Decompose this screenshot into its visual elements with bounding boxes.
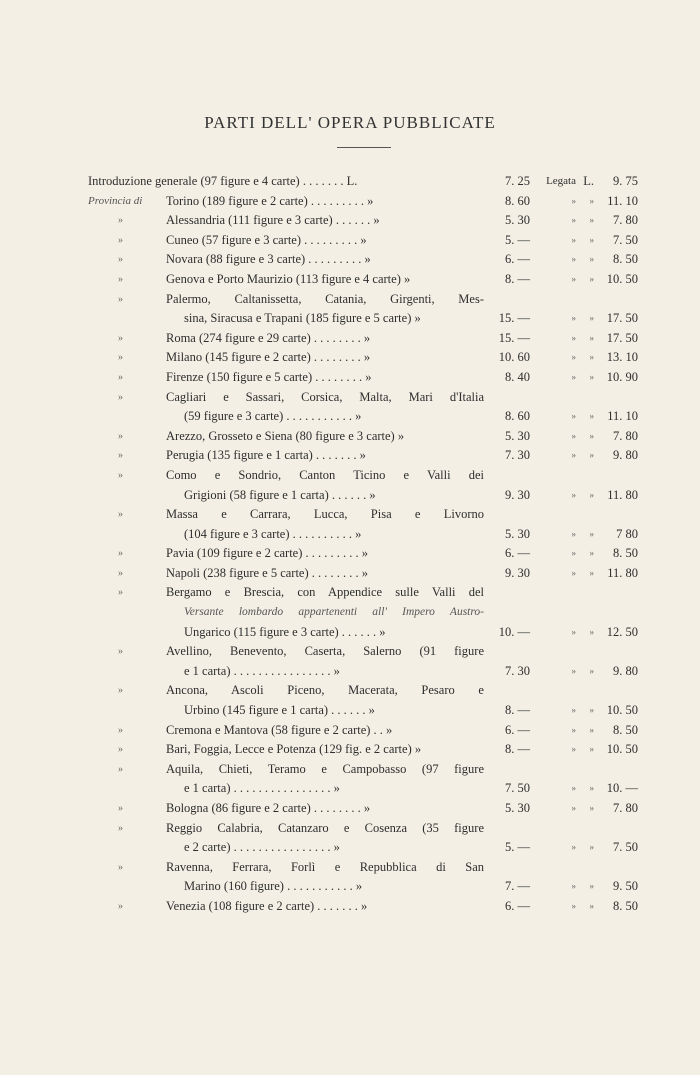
bound-currency: » [589,411,594,422]
bound-price: 7. 80 [613,801,638,815]
bound-price: 17. 50 [606,311,638,326]
ditto-mark: » [118,371,123,383]
list-item [0,583,700,642]
entry-line [0,799,700,819]
entry-title: Ravenna, Ferrara, Forlì e Repubblica di San [166,859,484,874]
entry-line [0,525,700,545]
list-item [0,897,700,917]
bound-currency: » [589,273,594,284]
entry-line [0,446,700,466]
price: 15. — [498,311,530,326]
list-item [0,446,700,466]
ditto-mark: » [118,744,123,756]
ditto-mark: » [118,391,123,403]
price: 5. 30 [505,428,530,443]
ditto-mark: » [118,332,123,344]
entry-title: Introduzione generale (97 figure e 4 carte) . . . . . . . L. [88,174,358,188]
price: 5. — [505,840,530,855]
list-item [0,192,700,212]
bound-currency: » [589,665,594,676]
bound-currency: » [589,724,594,735]
price: 7. 50 [505,781,530,796]
price: 5. 30 [505,526,530,541]
ditto-mark: » [118,685,123,697]
entry-title: Massa e Carrara, Lucca, Pisa e Livorno [166,507,484,522]
bound-label: » [571,215,576,226]
ditto-mark: » [118,430,123,442]
price: 7. 25 [505,174,530,188]
price: 15. — [498,330,530,345]
list-item [0,250,700,270]
list-item [0,466,700,505]
bound-label: » [571,430,576,441]
bound-label: » [571,567,576,578]
entry-line [0,329,700,349]
price: 8. — [505,271,530,286]
price-list [0,172,700,917]
bound-label: » [571,313,576,324]
entry-line [0,564,700,584]
price: 6. — [505,546,530,561]
ditto-mark: » [118,234,123,246]
entry-continuation: Grigioni (58 figure e 1 carta) . . . . . . » [184,487,376,502]
entry-line [0,466,700,486]
list-item [0,388,700,427]
bound-label: Legata [546,175,576,187]
entry-title: Firenze (150 figure e 5 carte) . . . . . . . . » [166,369,372,384]
bound-currency: » [589,450,594,461]
entry-line [0,544,700,564]
entry-line [0,603,700,623]
bound-label: » [571,489,576,500]
entry-line [0,721,700,741]
price: 5. 30 [505,213,530,228]
entry-title: Ancona, Ascoli Piceno, Macerata, Pesaro e [166,683,484,698]
bound-price: 7 80 [616,526,638,541]
entry-line [0,427,700,447]
bound-label: » [571,332,576,343]
bound-currency: » [589,744,594,755]
entry-title: Napoli (238 figure e 5 carte) . . . . . . . . » [166,565,369,580]
price: 8. 40 [505,369,530,384]
entry-title: Torino (189 figure e 2 carte) . . . . . . . . . » [166,193,374,208]
price: 7. 30 [505,663,530,678]
bound-label: » [571,900,576,911]
entry-line [0,270,700,290]
ditto-mark: » [118,900,123,912]
list-item [0,819,700,858]
bound-currency: » [589,215,594,226]
bound-price: 7. 80 [613,213,638,228]
entry-line [0,388,700,408]
ditto-mark: » [118,567,123,579]
list-item [0,642,700,681]
bound-label: » [571,705,576,716]
bound-price: 7. 80 [613,428,638,443]
bound-label: » [571,411,576,422]
entry-line [0,231,700,251]
entry-line [0,309,700,329]
entry-continuation: e 2 carte) . . . . . . . . . . . . . . . . » [184,840,340,855]
bound-price: 8. 50 [613,722,638,737]
ditto-mark: » [118,450,123,462]
bound-currency: L. [583,174,594,188]
entry-line [0,211,700,231]
bound-currency: » [589,548,594,559]
entry-line [0,701,700,721]
entry-continuation: Urbino (145 figure e 1 carta) . . . . . . » [184,703,375,718]
entry-title: Reggio Calabria, Catanzaro e Cosenza (35 figure [166,820,484,835]
bound-label: » [571,234,576,245]
entry-continuation: e 1 carta) . . . . . . . . . . . . . . . . » [184,781,340,796]
list-item [0,290,700,329]
entry-line [0,348,700,368]
ditto-mark: » [118,254,123,266]
entry-title: Bergamo e Brescia, con Appendice sulle Valli del [166,585,484,600]
bound-label: » [571,665,576,676]
entry-line [0,760,700,780]
list-item [0,368,700,388]
ditto-mark: » [118,861,123,873]
list-item [0,348,700,368]
bound-currency: » [589,881,594,892]
bound-price: 8. 50 [613,546,638,561]
bound-currency: » [589,705,594,716]
entry-line [0,877,700,897]
entry-title: Cremona e Mantova (58 figure e 2 carte) . . » [166,722,393,737]
bound-price: 8. 50 [613,252,638,267]
price: 7. 30 [505,448,530,463]
price: 10. — [498,624,530,639]
bound-label: » [571,803,576,813]
entry-title: Aquila, Chieti, Teramo e Campobasso (97 figure [166,761,484,776]
list-item [0,564,700,584]
list-item [0,799,700,819]
entry-title: Alessandria (111 figure e 3 carte) . . . . . . » [166,213,380,228]
entry-line [0,172,700,192]
list-item [0,211,700,231]
bound-currency: » [589,489,594,500]
bound-currency: » [589,234,594,245]
bound-label: » [571,842,576,853]
price: 8. — [505,742,530,757]
bound-currency: » [589,195,594,206]
list-item [0,858,700,897]
page-title: PARTI DELL' OPERA PUBBLICATE [204,113,496,132]
ditto-mark: » [118,763,123,775]
entry-continuation: (104 figure e 3 carte) . . . . . . . . . . » [184,526,362,541]
bound-currency: » [589,371,594,382]
bound-label: » [571,254,576,265]
bound-currency: » [589,783,594,794]
bound-price: 9. 80 [613,663,638,678]
bound-currency: » [589,900,594,911]
list-item [0,172,700,192]
list-item [0,740,700,760]
bound-label: » [571,352,576,363]
entry-line [0,290,700,310]
list-item [0,681,700,720]
bound-label: » [571,371,576,382]
bound-label: » [571,528,576,539]
entry-line [0,897,700,917]
bound-currency: » [589,528,594,539]
bound-price: 12. 50 [606,624,638,639]
entry-continuation: Marino (160 figure) . . . . . . . . . . . » [184,879,363,894]
entry-title: Perugia (135 figure e 1 carta) . . . . . . . » [166,448,366,463]
entry-line [0,250,700,270]
entry-line [0,486,700,506]
bound-label: » [571,195,576,206]
price: 10. 60 [498,350,530,365]
price: 9. 30 [505,565,530,580]
entry-line [0,368,700,388]
bound-currency: » [589,567,594,578]
bound-currency: » [589,842,594,853]
bound-label: » [571,744,576,755]
bound-price: 17. 50 [606,330,638,345]
bound-price: 11. 10 [607,409,638,424]
entry-continuation: e 1 carta) . . . . . . . . . . . . . . . . » [184,663,340,678]
price: 5. 30 [505,801,530,815]
price: 8. 60 [505,409,530,424]
title-rule [337,147,391,148]
entry-title: Cagliari e Sassari, Corsica, Malta, Mari d'Italia [166,389,484,404]
bound-label: » [571,881,576,892]
entry-line [0,858,700,878]
bound-price: 11. 80 [607,565,638,580]
bound-price: 7. 50 [613,840,638,855]
entry-line [0,407,700,427]
bound-currency: » [589,254,594,265]
entry-line [0,681,700,701]
entry-title: Novara (88 figure e 3 carte) . . . . . . . . . » [166,252,371,267]
bound-label: » [571,626,576,637]
ditto-mark: » [118,509,123,521]
bound-price: 10. 50 [606,742,638,757]
list-item [0,505,700,544]
list-item [0,329,700,349]
bound-label: » [571,783,576,794]
entry-title: Avellino, Benevento, Caserta, Salerno (91 figure [166,644,484,659]
entry-continuation: Versante lombardo appartenenti all' Impero Austro- [184,606,484,619]
entry-title: Pavia (109 figure e 2 carte) . . . . . . . . . » [166,546,369,561]
bound-currency: » [589,430,594,441]
bound-price: 13. 10 [606,350,638,365]
bound-label: » [571,548,576,559]
ditto-mark: » [118,822,123,834]
entry-line [0,838,700,858]
province-label: Provincia di [88,194,143,207]
ditto-mark: » [118,724,123,736]
ditto-mark: » [118,469,123,481]
price: 9. 30 [505,487,530,502]
entry-line [0,192,700,212]
bound-price: 8. 50 [613,898,638,913]
ditto-mark: » [118,293,123,305]
bound-price: 7. 50 [613,232,638,247]
bound-label: » [571,450,576,461]
entry-title: Roma (274 figure e 29 carte) . . . . . . . . » [166,330,371,345]
list-item [0,270,700,290]
ditto-mark: » [118,548,123,560]
bound-currency: » [589,313,594,324]
bound-label: » [571,273,576,284]
entry-continuation: sina, Siracusa e Trapani (185 figure e 5 carte) » [184,311,421,326]
price: 7. — [505,879,530,894]
entry-line [0,642,700,662]
entry-title: Venezia (108 figure e 2 carte) . . . . . . . » [166,898,368,913]
entry-title: Bari, Foggia, Lecce e Potenza (129 fig. e 2 carte) » [166,742,422,757]
entry-continuation: Ungarico (115 figure e 3 carte) . . . . . . » [184,624,386,639]
bound-price: 10. — [606,781,638,796]
list-item [0,721,700,741]
bound-currency: » [589,352,594,363]
entry-line [0,779,700,799]
bound-price: 9. 50 [613,879,638,894]
entry-line [0,662,700,682]
price: 6. — [505,252,530,267]
list-item [0,544,700,564]
entry-title: Genova e Porto Maurizio (113 figure e 4 carte) » [166,271,411,286]
list-item [0,427,700,447]
entry-title: Milano (145 figure e 2 carte) . . . . . . . . » [166,350,371,365]
entry-line [0,740,700,760]
entry-line [0,583,700,603]
bound-label: » [571,724,576,735]
price: 8. 60 [505,193,530,208]
bound-currency: » [589,803,594,813]
ditto-mark: » [118,352,123,364]
price: 6. — [505,722,530,737]
entry-title: Como e Sondrio, Canton Ticino e Valli dei [166,467,484,482]
entry-title: Palermo, Caltanissetta, Catania, Girgenti, Mes- [166,291,484,306]
price: 8. — [505,703,530,718]
bound-price: 10. 90 [606,369,638,384]
ditto-mark: » [118,273,123,285]
bound-price: 10. 50 [606,703,638,718]
ditto-mark: » [118,646,123,658]
entry-line [0,819,700,839]
ditto-mark: » [118,803,123,814]
list-item [0,760,700,799]
ditto-mark: » [118,587,123,599]
bound-currency: » [589,626,594,637]
price: 5. — [505,232,530,247]
bound-price: 9. 75 [613,174,638,188]
entry-line [0,623,700,643]
price: 6. — [505,898,530,913]
entry-title: Cuneo (57 figure e 3 carte) . . . . . . . . . » [166,232,367,247]
entry-line [0,505,700,525]
bound-currency: » [589,332,594,343]
entry-title: Arezzo, Grosseto e Siena (80 figure e 3 carte) » [166,428,405,443]
list-item [0,231,700,251]
bound-price: 10. 50 [606,271,638,286]
entry-continuation: (59 figure e 3 carte) . . . . . . . . . . . » [184,409,362,424]
entry-title: Bologna (86 figure e 2 carte) . . . . . . . . » [166,801,371,815]
bound-price: 9. 80 [613,448,638,463]
bound-price: 11. 10 [607,193,638,208]
bound-price: 11. 80 [607,487,638,502]
ditto-mark: » [118,215,123,227]
